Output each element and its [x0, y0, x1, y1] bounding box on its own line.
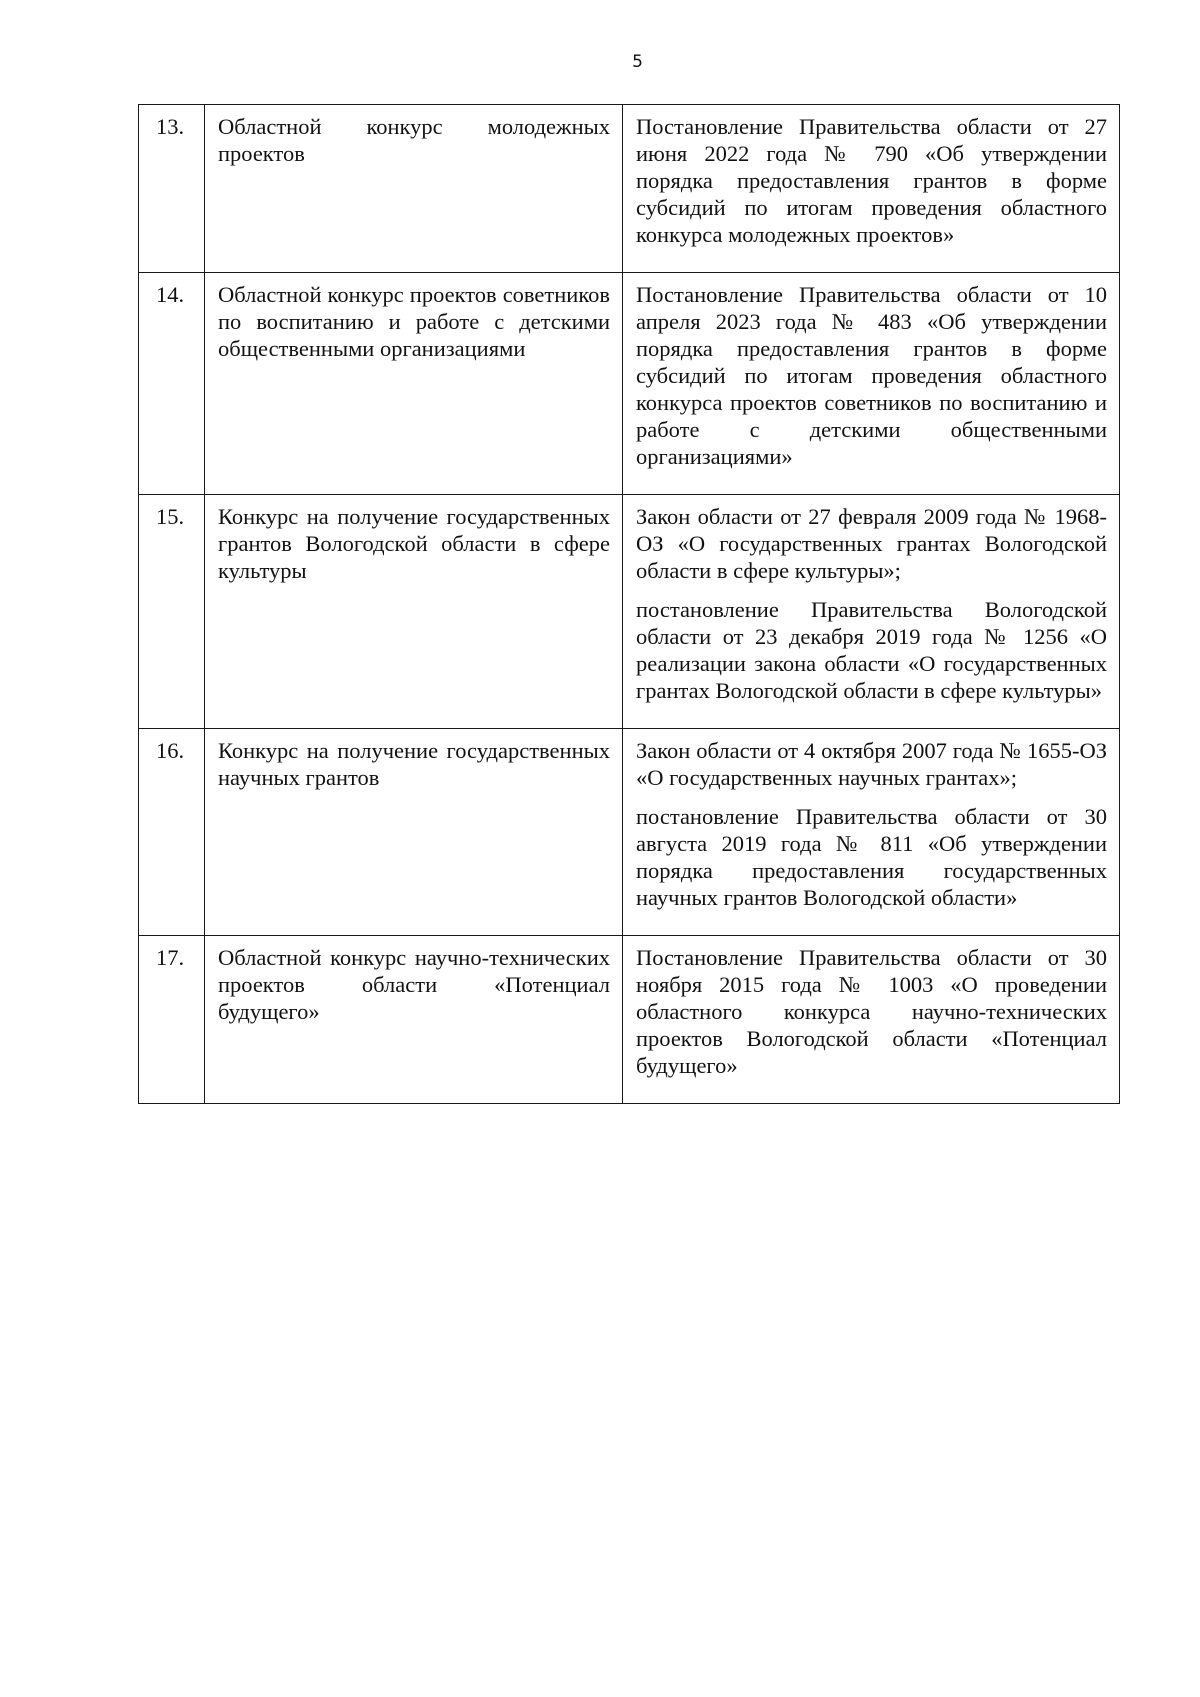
- row-number: 15.: [139, 495, 205, 729]
- contest-name: Конкурс на получение государственных научных грантов: [205, 729, 623, 936]
- row-number: 13.: [139, 105, 205, 273]
- table-row: [139, 936, 1120, 1104]
- row-number: 16.: [139, 729, 205, 936]
- contest-name: Конкурс на получение государственных грантов Вологодской области в сфере культуры: [205, 495, 623, 729]
- legal-document: Закон области от 4 октября 2007 года № 1655-ОЗ «О государственных научных грантах»;: [636, 738, 1107, 790]
- legal-document: постановление Правительства области от 30 августа 2019 года № 811 «Об утверждении порядка предоставления государственных научных грантов Вологодской области»: [636, 804, 1107, 910]
- page-number: 5: [632, 52, 643, 72]
- legal-basis: [623, 105, 1120, 273]
- contest-name: Областной конкурс проектов советников по воспитанию и работе с детскими общественными организациями: [205, 273, 623, 495]
- legal-document: Постановление Правительства области от 10 апреля 2023 года № 483 «Об утверждении порядка предоставления грантов в форме субсидий по итогам проведения областного конкурса проектов советников по воспитанию и работе с детскими общественными организациями»: [636, 282, 1107, 469]
- table-row: [139, 495, 1120, 729]
- contest-name: Областной конкурс научно-технических проектов области «Потенциал будущего»: [205, 936, 623, 1104]
- table-row: [139, 273, 1120, 495]
- contest-name: Областной конкурс молодежных проектов: [205, 105, 623, 273]
- legal-basis: [623, 495, 1120, 729]
- legal-basis: [623, 936, 1120, 1104]
- legal-document: постановление Правительства Вологодской области от 23 декабря 2019 года № 1256 «О реализации закона области «О государственных грантах Вологодской области в сфере культуры»: [636, 597, 1107, 703]
- table-row: [139, 729, 1120, 936]
- grants-table: [138, 104, 1120, 1104]
- grants-table-body: [139, 105, 1120, 1104]
- legal-document: Закон области от 27 февраля 2009 года № 1968-ОЗ «О государственных грантах Вологодской области в сфере культуры»;: [636, 504, 1107, 583]
- row-number: 14.: [139, 273, 205, 495]
- legal-document: Постановление Правительства области от 30 ноября 2015 года № 1003 «О проведении областного конкурса научно-технических проектов Вологодской области «Потенциал будущего»: [636, 945, 1107, 1078]
- legal-document: Постановление Правительства области от 27 июня 2022 года № 790 «Об утверждении порядка предоставления грантов в форме субсидий по итогам проведения областного конкурса молодежных проектов»: [636, 114, 1107, 247]
- table-row: [139, 105, 1120, 273]
- row-number: 17.: [139, 936, 205, 1104]
- legal-basis: [623, 729, 1120, 936]
- legal-basis: [623, 273, 1120, 495]
